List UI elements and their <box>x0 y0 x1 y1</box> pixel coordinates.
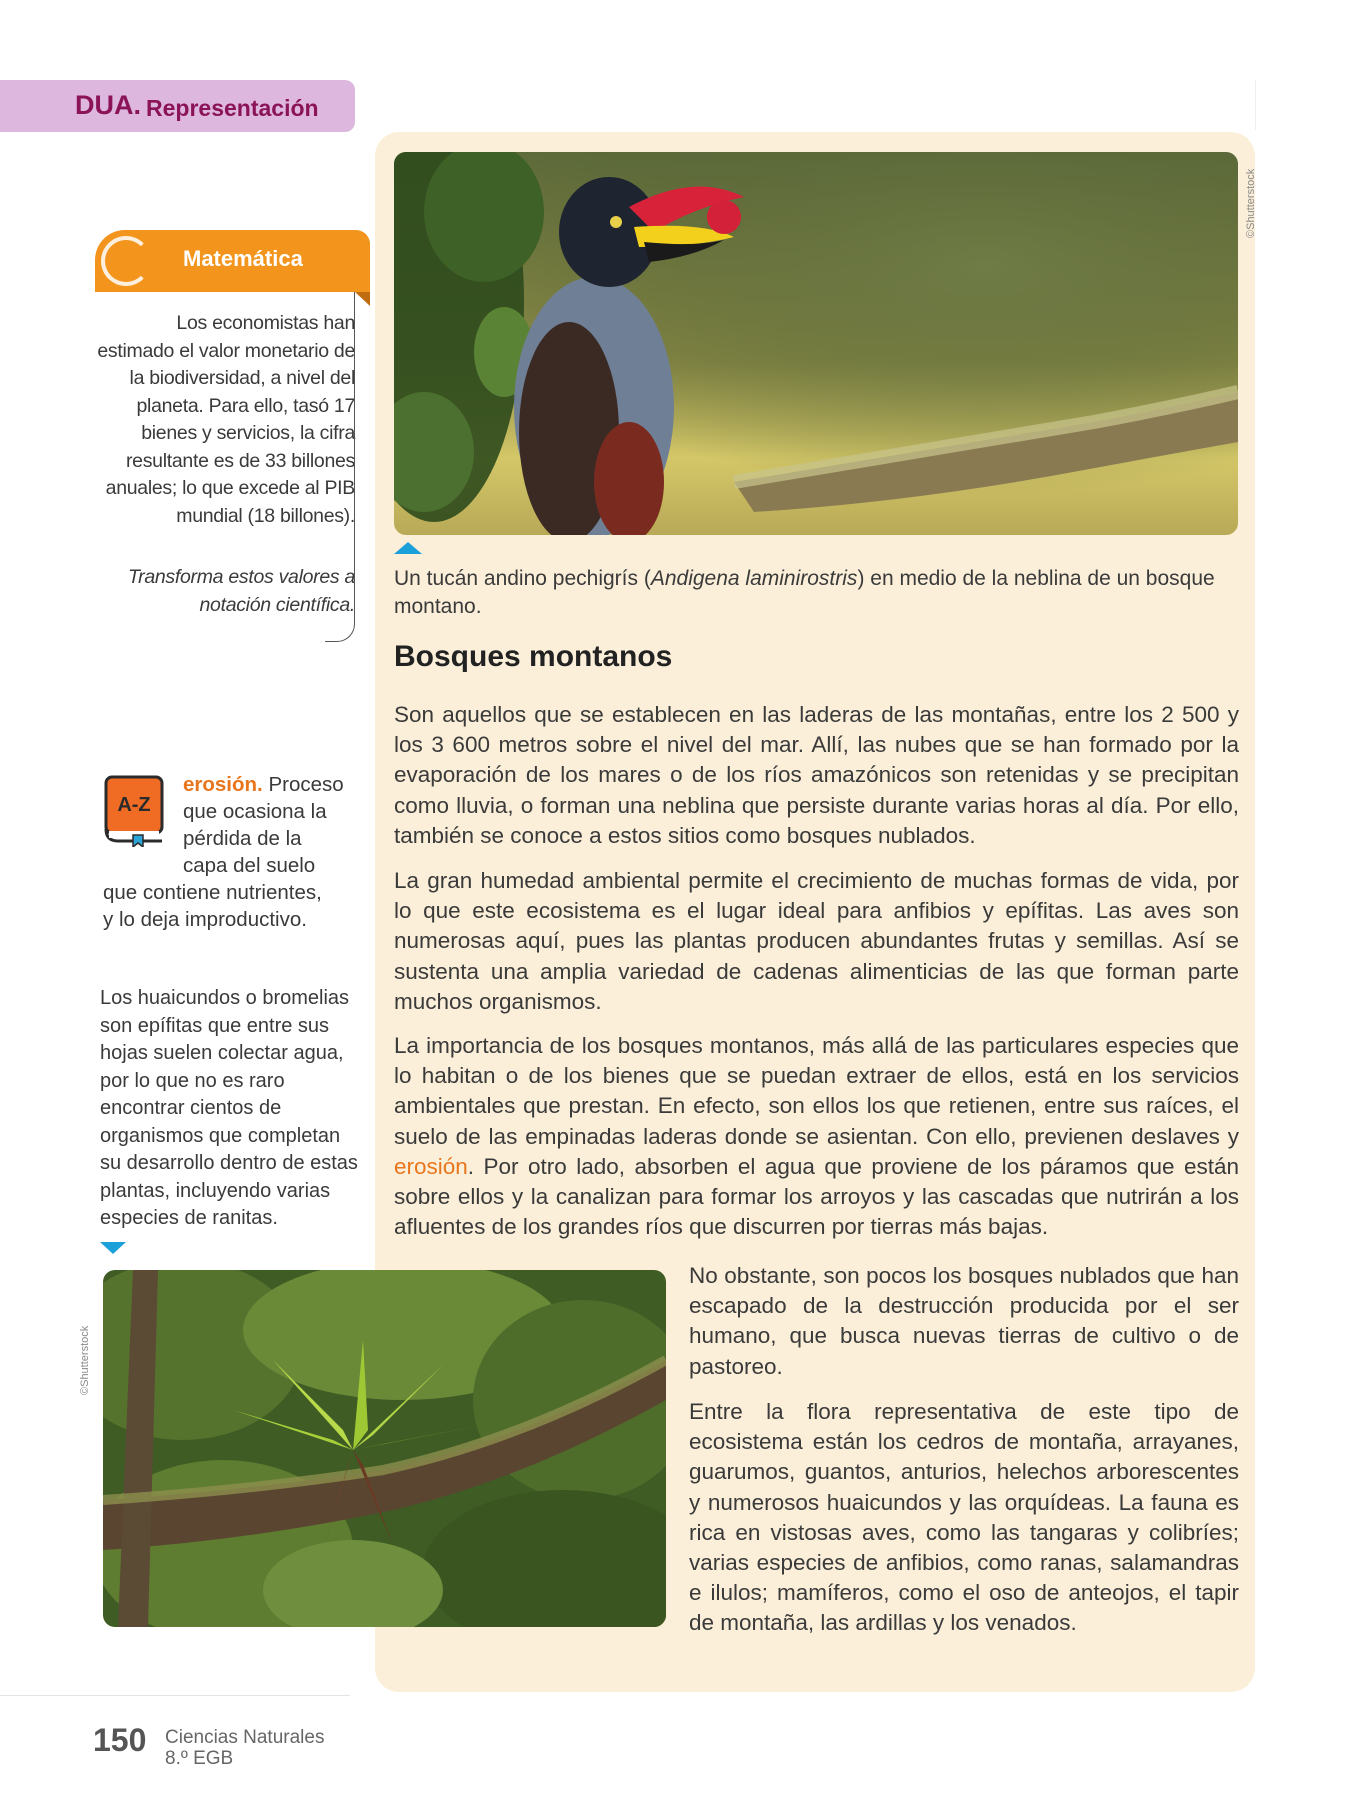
glossary-line-5: que contiene nutrientes, <box>103 881 322 904</box>
caption-text-end: ) en medio de la neblina de un bosque montano. <box>394 567 1215 618</box>
math-tab-fold <box>355 292 370 306</box>
math-box-border <box>325 292 355 642</box>
glossary-line-4: capa del suelo <box>183 854 316 877</box>
toucan-photo <box>394 152 1238 535</box>
math-title: Matemática <box>183 246 303 271</box>
math-box-header <box>95 230 370 292</box>
paragraph-3-start: La importancia de los bosques montanos, más allá de las particulares especies que lo habitan o de los bienes que se puedan extraer de ellos, está en los servicios ambientales que prestan. En efecto, son ellos los que retienen, entre sus raíces, el suelo de las empinadas laderas donde se asientan. Con ello, previenen deslaves y <box>394 1033 1239 1149</box>
paragraph-2: La gran humedad ambiental permite el crecimiento de muchas formas de vida, por lo que este ecosistema es el lugar ideal para anfibios y epífitas. Las aves son numerosas aquí, pues las plantas producen abundantes frutas y semillas. Así se sustenta una amplia variedad de cadenas alimenticias de las que forman parte muchos organismos. <box>394 868 1239 1014</box>
glossary-icon-label: A-Z <box>117 794 151 816</box>
side-note: Los huaicundos o bromelias son epífitas que entre sus hojas suelen colectar agua, por lo que no es raro encontrar cientos de organismos que completan su desarrollo dentro de estas plantas, incluyendo varias especies de ranitas. <box>100 987 358 1229</box>
header-rule <box>1255 80 1256 130</box>
side-note-marker <box>100 1242 126 1254</box>
glossary-definition-1: Proceso <box>268 773 344 796</box>
glossary-book-icon <box>103 775 165 847</box>
page-number: 150 <box>93 1722 147 1758</box>
paragraph-5: Entre la flora representativa de este tipo de ecosistema están los cedros de montaña, arrayanes, guarumos, guantos, anturios, helechos arborescentes y numerosos huaicundos y las orquídeas. La fauna es rica en vistosas aves, como las tangaras y colibríes; varias especies de anfibios, como ranas, salamandras e ilulos; mamíferos, como el oso de anteojos, el tapir de montaña, las ardillas y los venados. <box>689 1399 1239 1636</box>
glossary-line-6: y lo deja improductivo. <box>103 908 307 931</box>
dua-tab <box>0 80 355 132</box>
caption-text-start: Un tucán andino pechigrís ( <box>394 567 651 590</box>
dua-label: DUA. <box>75 90 141 120</box>
dua-subtitle: Representación <box>146 95 319 121</box>
bromeliad-photo <box>103 1270 666 1627</box>
bromeliad-photo-credit: ©Shutterstock <box>79 1325 91 1395</box>
glossary-line-1 <box>183 771 344 799</box>
math-box <box>95 292 355 642</box>
paragraph-4: No obstante, son pocos los bosques nublados que han escapado de la destrucción producida por el ser humano, que busca nuevas tierras de cultivo o de pastoreo. <box>689 1263 1239 1379</box>
paragraph-1: Son aquellos que se establecen en las laderas de las montañas, entre los 2 500 y los 3 600 metros sobre el nivel del mar. Allí, las nubes que se han formado por la evaporación de los mares o de los ríos amazónicos son retenidas y se precipitan como lluvia, o forman una neblina que persiste durante varias horas al día. Por ello, también se conoce a estos sitios como bosques nublados. <box>394 702 1239 848</box>
caption-species: Andigena laminirostris <box>650 567 858 590</box>
photo-credit: ©Shutterstock <box>1245 168 1257 238</box>
math-task: Transforma estos valores a notación científica. <box>127 566 355 616</box>
subject-name: Ciencias Naturales <box>165 1727 325 1748</box>
glossary-line-3: pérdida de la <box>183 827 302 850</box>
photo-caption <box>394 565 1234 621</box>
grade-label: 8.º EGB <box>165 1748 234 1769</box>
paragraph-3-end: . Por otro lado, absorben el agua que proviene de los páramos que están sobre ellos y la canalizan para formar los arroyos y las cascadas que nutrirán a los afluentes de los grandes ríos que discurren por tierras más bajas. <box>394 1153 1239 1240</box>
paragraph-3 <box>394 1031 1239 1242</box>
caption-marker <box>394 542 422 554</box>
footer-rule <box>0 1695 350 1696</box>
connection-icon <box>101 236 151 286</box>
footer-subject <box>165 1727 324 1769</box>
math-text: Los economistas han estimado el valor monetario de la biodiversidad, a nivel del planeta. Para ello, tasó 17 bienes y servicios, la cifra resultante es de 33 billones anuales; lo que excede al PIB mundial (18 billones). <box>97 312 355 527</box>
glossary-line-2: que ocasiona la <box>183 800 327 823</box>
section-title: Bosques montanos <box>394 640 673 673</box>
glossary-term: erosión. <box>183 773 263 796</box>
erosion-link[interactable]: erosión <box>394 1153 468 1179</box>
